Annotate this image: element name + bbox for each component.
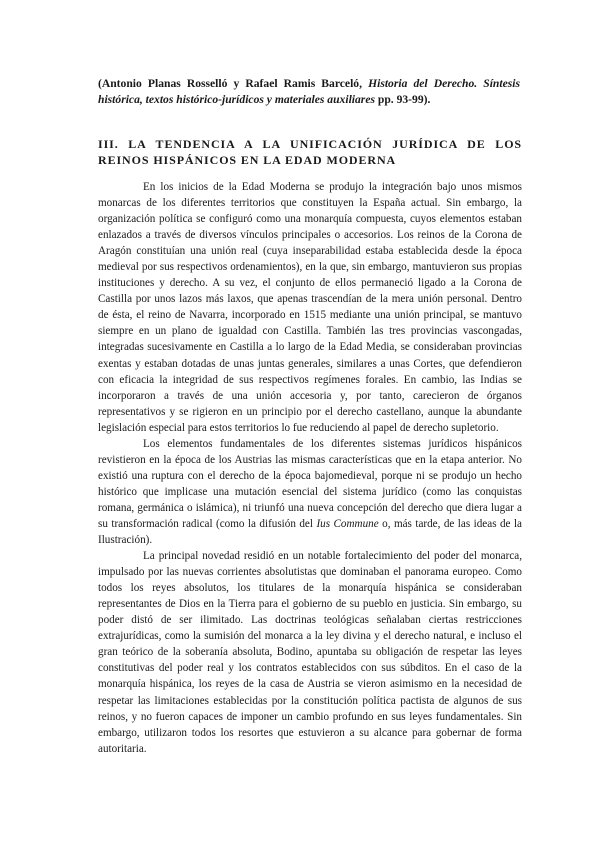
paragraph-2	[98, 436, 522, 548]
source-citation	[98, 76, 520, 108]
paragraph-2-italic-term: Ius Commune	[316, 517, 379, 530]
paragraph-3: La principal novedad residió en un notable fortalecimiento del poder del monarca, impulsado por las nuevas corrientes absolutistas que dominaban el panorama europeo. Como todos los reyes absolutos, los titulares de la monarquía hispánica se consideraban representantes de Dios en la Tierra para el gobierno de su pueblo en justicia. Sin embargo, su poder distó de ser ilimitado. Las doctrinas teológicas señalaban ciertas restricciones extrajurídicas, como la sumisión del monarca a la ley divina y el derecho natural, e incluso el gran teórico de la soberanía absoluta, Bodino, apuntaba su obligación de respetar las leyes constitutivas del poder real y los contratos establecidos con sus súbditos. En el caso de la monarquía hispánica, los reyes de la casa de Austria se vieron asimismo en la necesidad de respetar las limitaciones establecidas por la constitución política pactista de algunos de sus reinos, y no fueron capaces de imponer un cambio profundo en sus leyes fundamentales. Sin embargo, utilizaron todos los resortes que estuvieron a su alcance para gobernar de forma autoritaria.	[98, 550, 522, 755]
section-heading: III. LA TENDENCIA A LA UNIFICACIÓN JURÍDICA DE LOS REINOS HISPÁNICOS EN LA EDAD MODERNA	[98, 137, 522, 167]
paragraph-2-text-end: o, más tarde, de las ideas de la Ilustración).	[98, 517, 522, 547]
paragraph-1: En los inicios de la Edad Moderna se produjo la integración bajo unos mismos monarcas de los diferentes territorios que constituyen la España actual. Sin embargo, la organización política se configuró como una monarquía compuesta, cuyos elementos estaban enlazados a través de diversos vínculos principales o accesorios. Los reinos de la Corona de Aragón constituían una unión real (cuya inseparabilidad estaba establecida desde la época medieval por sus respectivos ordenamientos), en la que, sin embargo, mantuvieron sus propias instituciones y derecho. A su vez, el conjunto de ellos permaneció ligado a la Corona de Castilla por unos lazos más laxos, que apenas trascendían de la mera unión personal. Dentro de ésta, el reino de Navarra, incorporado en 1515 mediante una unión principal, se mantuvo siempre en un plano de igualdad con Castilla. También las tres provincias vascongadas, integradas sucesivamente en Castilla a lo largo de la Edad Media, se consideraban provincias exentas y estaban dotadas de unas juntas generales, similares a unas Cortes, que defendieron con eficacia la integridad de sus respectivos regímenes forales. En cambio, las Indias se incorporaron a través de una unión accesoria y, por tanto, carecieron de órganos representativos y se rigieron en un principio por el derecho castellano, aunque la abundante legislación especial para estos territorios lo fue reduciendo al papel de derecho supletorio.	[98, 181, 522, 434]
body-text	[98, 179, 522, 757]
citation-pages: pp. 93-99).	[377, 93, 431, 106]
paragraph-2-text: Los elementos fundamentales de los diferentes sistemas jurídicos hispánicos revistieron en la época de los Austrias las mismas características que en la etapa anterior. No existió una ruptura con el derecho de la época bajomedieval, porque ni se produjo un hecho histórico que implicase una mutación esencial del sistema jurídico (como las conquistas romana, germánica o islámica), ni triunfó una nueva concepción del derecho que diera lugar a su transformación radical (como la difusión del	[98, 437, 522, 530]
citation-authors: (Antonio Planas Rosselló y Rafael Ramis Barceló,	[98, 77, 362, 90]
citation-book-title: Historia del Derecho. Síntesis histórica, textos histórico-jurídicos y materiales auxiliares	[98, 77, 520, 106]
